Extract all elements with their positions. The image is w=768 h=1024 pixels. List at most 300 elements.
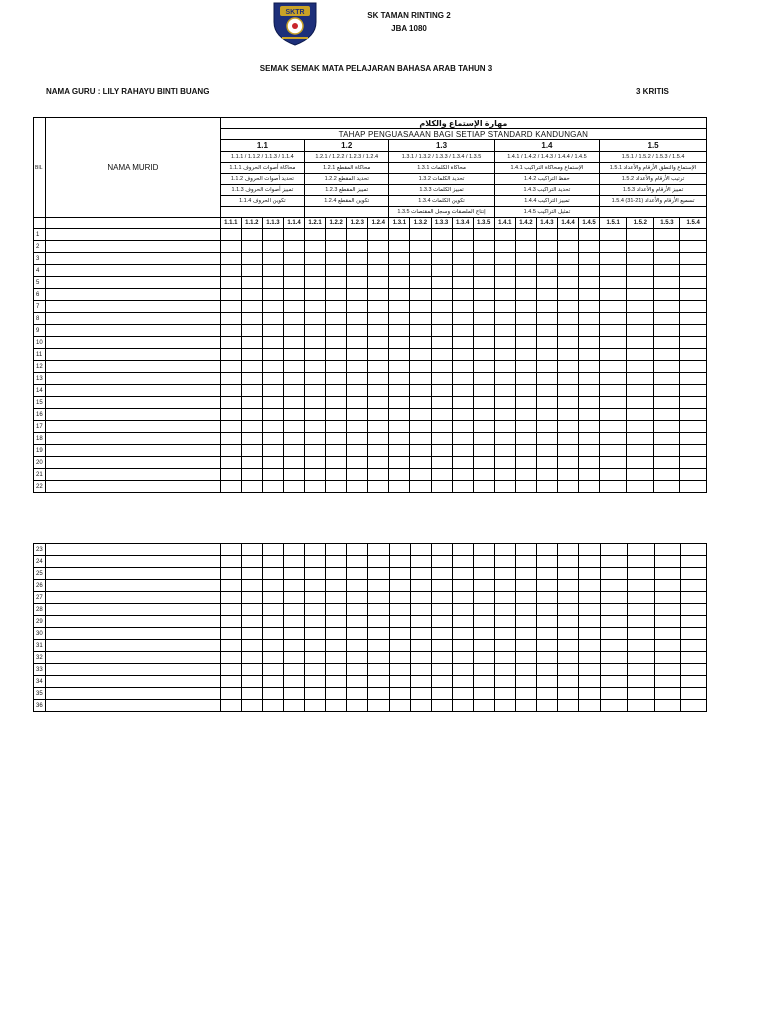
mark-cell[interactable]: [452, 457, 473, 469]
mark-cell[interactable]: [410, 580, 431, 592]
mark-cell[interactable]: [515, 337, 536, 349]
mark-cell[interactable]: [654, 445, 680, 457]
mark-cell[interactable]: [516, 700, 537, 712]
mark-cell[interactable]: [536, 385, 557, 397]
mark-cell[interactable]: [410, 265, 431, 277]
mark-cell[interactable]: [284, 676, 305, 688]
mark-cell[interactable]: [654, 640, 680, 652]
mark-cell[interactable]: [473, 373, 494, 385]
mark-cell[interactable]: [627, 241, 654, 253]
mark-cell[interactable]: [473, 265, 494, 277]
mark-cell[interactable]: [579, 481, 600, 493]
mark-cell[interactable]: [680, 265, 707, 277]
mark-cell[interactable]: [389, 253, 410, 265]
mark-cell[interactable]: [368, 409, 389, 421]
mark-cell[interactable]: [347, 445, 368, 457]
mark-cell[interactable]: [431, 361, 452, 373]
mark-cell[interactable]: [410, 700, 431, 712]
mark-cell[interactable]: [536, 325, 557, 337]
mark-cell[interactable]: [627, 361, 654, 373]
mark-cell[interactable]: [326, 580, 347, 592]
student-name-cell[interactable]: [46, 361, 221, 373]
mark-cell[interactable]: [495, 544, 516, 556]
mark-cell[interactable]: [680, 664, 706, 676]
mark-cell[interactable]: [600, 616, 627, 628]
mark-cell[interactable]: [473, 664, 494, 676]
mark-cell[interactable]: [680, 373, 707, 385]
mark-cell[interactable]: [241, 301, 262, 313]
mark-cell[interactable]: [305, 409, 326, 421]
mark-cell[interactable]: [389, 616, 410, 628]
mark-cell[interactable]: [579, 301, 600, 313]
mark-cell[interactable]: [557, 361, 578, 373]
mark-cell[interactable]: [600, 688, 627, 700]
mark-cell[interactable]: [431, 592, 452, 604]
mark-cell[interactable]: [262, 457, 283, 469]
mark-cell[interactable]: [680, 433, 707, 445]
mark-cell[interactable]: [654, 481, 680, 493]
mark-cell[interactable]: [284, 640, 305, 652]
student-name-cell[interactable]: [46, 397, 221, 409]
mark-cell[interactable]: [452, 361, 473, 373]
mark-cell[interactable]: [536, 301, 557, 313]
student-name-cell[interactable]: [46, 265, 221, 277]
mark-cell[interactable]: [537, 616, 558, 628]
mark-cell[interactable]: [220, 664, 241, 676]
mark-cell[interactable]: [262, 313, 283, 325]
mark-cell[interactable]: [220, 640, 241, 652]
mark-cell[interactable]: [557, 241, 578, 253]
mark-cell[interactable]: [579, 229, 600, 241]
mark-cell[interactable]: [473, 289, 494, 301]
mark-cell[interactable]: [627, 313, 654, 325]
mark-cell[interactable]: [368, 433, 389, 445]
mark-cell[interactable]: [516, 580, 537, 592]
mark-cell[interactable]: [220, 373, 241, 385]
mark-cell[interactable]: [220, 409, 241, 421]
mark-cell[interactable]: [654, 373, 680, 385]
mark-cell[interactable]: [305, 229, 326, 241]
student-name-cell[interactable]: [46, 229, 221, 241]
mark-cell[interactable]: [627, 640, 654, 652]
mark-cell[interactable]: [600, 385, 627, 397]
mark-cell[interactable]: [305, 373, 326, 385]
mark-cell[interactable]: [515, 397, 536, 409]
mark-cell[interactable]: [326, 433, 347, 445]
mark-cell[interactable]: [220, 676, 241, 688]
mark-cell[interactable]: [347, 409, 368, 421]
mark-cell[interactable]: [515, 289, 536, 301]
mark-cell[interactable]: [347, 277, 368, 289]
mark-cell[interactable]: [579, 421, 600, 433]
mark-cell[interactable]: [495, 604, 516, 616]
mark-cell[interactable]: [262, 229, 283, 241]
mark-cell[interactable]: [305, 664, 326, 676]
mark-cell[interactable]: [220, 313, 241, 325]
mark-cell[interactable]: [654, 397, 680, 409]
mark-cell[interactable]: [627, 628, 654, 640]
mark-cell[interactable]: [600, 397, 627, 409]
mark-cell[interactable]: [389, 385, 410, 397]
mark-cell[interactable]: [515, 253, 536, 265]
mark-cell[interactable]: [536, 265, 557, 277]
student-name-cell[interactable]: [46, 469, 221, 481]
mark-cell[interactable]: [347, 481, 368, 493]
mark-cell[interactable]: [473, 688, 494, 700]
mark-cell[interactable]: [220, 421, 241, 433]
student-name-cell[interactable]: [46, 385, 221, 397]
mark-cell[interactable]: [431, 481, 452, 493]
mark-cell[interactable]: [368, 664, 389, 676]
mark-cell[interactable]: [410, 229, 431, 241]
mark-cell[interactable]: [305, 604, 326, 616]
mark-cell[interactable]: [452, 229, 473, 241]
student-name-cell[interactable]: [46, 409, 221, 421]
mark-cell[interactable]: [431, 301, 452, 313]
mark-cell[interactable]: [431, 700, 452, 712]
mark-cell[interactable]: [600, 544, 627, 556]
mark-cell[interactable]: [627, 544, 654, 556]
mark-cell[interactable]: [263, 676, 284, 688]
mark-cell[interactable]: [627, 700, 654, 712]
mark-cell[interactable]: [452, 313, 473, 325]
mark-cell[interactable]: [283, 337, 304, 349]
mark-cell[interactable]: [241, 457, 262, 469]
student-name-cell[interactable]: [46, 421, 221, 433]
mark-cell[interactable]: [305, 568, 326, 580]
mark-cell[interactable]: [220, 628, 241, 640]
mark-cell[interactable]: [600, 253, 627, 265]
mark-cell[interactable]: [680, 349, 707, 361]
student-name-cell[interactable]: [46, 700, 221, 712]
mark-cell[interactable]: [654, 289, 680, 301]
mark-cell[interactable]: [515, 409, 536, 421]
mark-cell[interactable]: [305, 349, 326, 361]
mark-cell[interactable]: [627, 592, 654, 604]
mark-cell[interactable]: [368, 373, 389, 385]
mark-cell[interactable]: [557, 289, 578, 301]
mark-cell[interactable]: [368, 604, 389, 616]
mark-cell[interactable]: [579, 604, 600, 616]
mark-cell[interactable]: [389, 373, 410, 385]
mark-cell[interactable]: [241, 652, 262, 664]
mark-cell[interactable]: [283, 229, 304, 241]
mark-cell[interactable]: [627, 664, 654, 676]
mark-cell[interactable]: [305, 313, 326, 325]
mark-cell[interactable]: [452, 640, 473, 652]
mark-cell[interactable]: [283, 253, 304, 265]
mark-cell[interactable]: [515, 445, 536, 457]
mark-cell[interactable]: [263, 592, 284, 604]
mark-cell[interactable]: [241, 700, 262, 712]
mark-cell[interactable]: [558, 640, 579, 652]
mark-cell[interactable]: [220, 385, 241, 397]
mark-cell[interactable]: [515, 349, 536, 361]
mark-cell[interactable]: [220, 592, 241, 604]
mark-cell[interactable]: [452, 397, 473, 409]
mark-cell[interactable]: [627, 688, 654, 700]
mark-cell[interactable]: [220, 700, 241, 712]
mark-cell[interactable]: [389, 640, 410, 652]
mark-cell[interactable]: [452, 568, 473, 580]
mark-cell[interactable]: [452, 628, 473, 640]
mark-cell[interactable]: [220, 469, 241, 481]
mark-cell[interactable]: [326, 445, 347, 457]
mark-cell[interactable]: [410, 301, 431, 313]
mark-cell[interactable]: [558, 700, 579, 712]
mark-cell[interactable]: [283, 469, 304, 481]
mark-cell[interactable]: [495, 688, 516, 700]
mark-cell[interactable]: [326, 544, 347, 556]
mark-cell[interactable]: [494, 481, 515, 493]
mark-cell[interactable]: [516, 556, 537, 568]
mark-cell[interactable]: [326, 457, 347, 469]
mark-cell[interactable]: [431, 325, 452, 337]
mark-cell[interactable]: [452, 445, 473, 457]
mark-cell[interactable]: [558, 544, 579, 556]
mark-cell[interactable]: [410, 457, 431, 469]
mark-cell[interactable]: [495, 592, 516, 604]
mark-cell[interactable]: [368, 469, 389, 481]
mark-cell[interactable]: [558, 616, 579, 628]
mark-cell[interactable]: [410, 616, 431, 628]
mark-cell[interactable]: [347, 469, 368, 481]
mark-cell[interactable]: [516, 616, 537, 628]
mark-cell[interactable]: [600, 337, 627, 349]
mark-cell[interactable]: [241, 469, 262, 481]
student-name-cell[interactable]: [46, 664, 221, 676]
mark-cell[interactable]: [368, 628, 389, 640]
mark-cell[interactable]: [410, 313, 431, 325]
mark-cell[interactable]: [431, 652, 452, 664]
mark-cell[interactable]: [473, 325, 494, 337]
mark-cell[interactable]: [305, 289, 326, 301]
mark-cell[interactable]: [579, 325, 600, 337]
mark-cell[interactable]: [431, 676, 452, 688]
mark-cell[interactable]: [263, 556, 284, 568]
student-name-cell[interactable]: [46, 433, 221, 445]
mark-cell[interactable]: [326, 313, 347, 325]
mark-cell[interactable]: [368, 652, 389, 664]
mark-cell[interactable]: [680, 445, 707, 457]
mark-cell[interactable]: [557, 325, 578, 337]
mark-cell[interactable]: [452, 592, 473, 604]
mark-cell[interactable]: [284, 664, 305, 676]
mark-cell[interactable]: [347, 385, 368, 397]
mark-cell[interactable]: [516, 640, 537, 652]
mark-cell[interactable]: [536, 313, 557, 325]
mark-cell[interactable]: [347, 241, 368, 253]
mark-cell[interactable]: [494, 241, 515, 253]
mark-cell[interactable]: [516, 628, 537, 640]
mark-cell[interactable]: [241, 544, 262, 556]
mark-cell[interactable]: [680, 457, 707, 469]
mark-cell[interactable]: [389, 664, 410, 676]
mark-cell[interactable]: [495, 676, 516, 688]
mark-cell[interactable]: [600, 277, 627, 289]
mark-cell[interactable]: [305, 241, 326, 253]
mark-cell[interactable]: [627, 445, 654, 457]
mark-cell[interactable]: [283, 409, 304, 421]
mark-cell[interactable]: [654, 700, 680, 712]
mark-cell[interactable]: [680, 640, 706, 652]
mark-cell[interactable]: [473, 229, 494, 241]
mark-cell[interactable]: [284, 616, 305, 628]
student-name-cell[interactable]: [46, 289, 221, 301]
mark-cell[interactable]: [368, 277, 389, 289]
mark-cell[interactable]: [368, 556, 389, 568]
mark-cell[interactable]: [473, 241, 494, 253]
mark-cell[interactable]: [654, 556, 680, 568]
mark-cell[interactable]: [452, 421, 473, 433]
mark-cell[interactable]: [368, 457, 389, 469]
mark-cell[interactable]: [600, 313, 627, 325]
mark-cell[interactable]: [241, 313, 262, 325]
mark-cell[interactable]: [431, 616, 452, 628]
mark-cell[interactable]: [389, 580, 410, 592]
mark-cell[interactable]: [431, 337, 452, 349]
mark-cell[interactable]: [326, 229, 347, 241]
mark-cell[interactable]: [431, 241, 452, 253]
mark-cell[interactable]: [600, 289, 627, 301]
mark-cell[interactable]: [431, 580, 452, 592]
mark-cell[interactable]: [410, 385, 431, 397]
mark-cell[interactable]: [410, 445, 431, 457]
mark-cell[interactable]: [347, 325, 368, 337]
mark-cell[interactable]: [473, 397, 494, 409]
mark-cell[interactable]: [579, 349, 600, 361]
mark-cell[interactable]: [600, 628, 627, 640]
mark-cell[interactable]: [600, 592, 627, 604]
mark-cell[interactable]: [600, 700, 627, 712]
student-name-cell[interactable]: [46, 568, 221, 580]
mark-cell[interactable]: [654, 361, 680, 373]
mark-cell[interactable]: [305, 481, 326, 493]
mark-cell[interactable]: [627, 265, 654, 277]
mark-cell[interactable]: [220, 445, 241, 457]
mark-cell[interactable]: [579, 385, 600, 397]
mark-cell[interactable]: [389, 265, 410, 277]
student-name-cell[interactable]: [46, 325, 221, 337]
mark-cell[interactable]: [600, 229, 627, 241]
mark-cell[interactable]: [220, 253, 241, 265]
mark-cell[interactable]: [347, 592, 368, 604]
mark-cell[interactable]: [262, 265, 283, 277]
mark-cell[interactable]: [389, 688, 410, 700]
mark-cell[interactable]: [579, 640, 600, 652]
mark-cell[interactable]: [262, 325, 283, 337]
mark-cell[interactable]: [627, 301, 654, 313]
mark-cell[interactable]: [515, 277, 536, 289]
mark-cell[interactable]: [431, 628, 452, 640]
mark-cell[interactable]: [515, 313, 536, 325]
mark-cell[interactable]: [495, 628, 516, 640]
mark-cell[interactable]: [452, 616, 473, 628]
mark-cell[interactable]: [473, 640, 494, 652]
mark-cell[interactable]: [220, 568, 241, 580]
mark-cell[interactable]: [680, 241, 707, 253]
mark-cell[interactable]: [220, 580, 241, 592]
student-name-cell[interactable]: [46, 241, 221, 253]
mark-cell[interactable]: [326, 421, 347, 433]
mark-cell[interactable]: [241, 325, 262, 337]
mark-cell[interactable]: [515, 433, 536, 445]
mark-cell[interactable]: [305, 421, 326, 433]
mark-cell[interactable]: [654, 301, 680, 313]
mark-cell[interactable]: [452, 373, 473, 385]
mark-cell[interactable]: [283, 397, 304, 409]
mark-cell[interactable]: [680, 628, 706, 640]
student-name-cell[interactable]: [46, 445, 221, 457]
mark-cell[interactable]: [654, 325, 680, 337]
mark-cell[interactable]: [557, 349, 578, 361]
mark-cell[interactable]: [558, 688, 579, 700]
mark-cell[interactable]: [579, 373, 600, 385]
mark-cell[interactable]: [347, 604, 368, 616]
mark-cell[interactable]: [368, 568, 389, 580]
mark-cell[interactable]: [431, 373, 452, 385]
mark-cell[interactable]: [680, 337, 707, 349]
mark-cell[interactable]: [600, 664, 627, 676]
mark-cell[interactable]: [495, 640, 516, 652]
student-name-cell[interactable]: [46, 592, 221, 604]
mark-cell[interactable]: [241, 349, 262, 361]
mark-cell[interactable]: [473, 676, 494, 688]
mark-cell[interactable]: [262, 337, 283, 349]
mark-cell[interactable]: [558, 664, 579, 676]
mark-cell[interactable]: [431, 640, 452, 652]
mark-cell[interactable]: [494, 253, 515, 265]
mark-cell[interactable]: [368, 616, 389, 628]
mark-cell[interactable]: [473, 544, 494, 556]
mark-cell[interactable]: [410, 592, 431, 604]
mark-cell[interactable]: [654, 664, 680, 676]
mark-cell[interactable]: [600, 265, 627, 277]
mark-cell[interactable]: [516, 544, 537, 556]
mark-cell[interactable]: [410, 373, 431, 385]
mark-cell[interactable]: [600, 580, 627, 592]
mark-cell[interactable]: [579, 688, 600, 700]
mark-cell[interactable]: [389, 556, 410, 568]
mark-cell[interactable]: [680, 556, 706, 568]
mark-cell[interactable]: [389, 652, 410, 664]
mark-cell[interactable]: [627, 433, 654, 445]
mark-cell[interactable]: [473, 349, 494, 361]
mark-cell[interactable]: [326, 556, 347, 568]
mark-cell[interactable]: [627, 325, 654, 337]
mark-cell[interactable]: [680, 301, 707, 313]
mark-cell[interactable]: [326, 277, 347, 289]
mark-cell[interactable]: [262, 277, 283, 289]
mark-cell[interactable]: [537, 556, 558, 568]
mark-cell[interactable]: [558, 592, 579, 604]
mark-cell[interactable]: [326, 592, 347, 604]
mark-cell[interactable]: [347, 349, 368, 361]
mark-cell[interactable]: [516, 604, 537, 616]
mark-cell[interactable]: [516, 592, 537, 604]
mark-cell[interactable]: [241, 580, 262, 592]
mark-cell[interactable]: [241, 373, 262, 385]
mark-cell[interactable]: [347, 433, 368, 445]
mark-cell[interactable]: [262, 445, 283, 457]
mark-cell[interactable]: [654, 433, 680, 445]
mark-cell[interactable]: [389, 568, 410, 580]
mark-cell[interactable]: [220, 433, 241, 445]
mark-cell[interactable]: [326, 253, 347, 265]
mark-cell[interactable]: [680, 580, 706, 592]
mark-cell[interactable]: [536, 481, 557, 493]
mark-cell[interactable]: [680, 568, 706, 580]
